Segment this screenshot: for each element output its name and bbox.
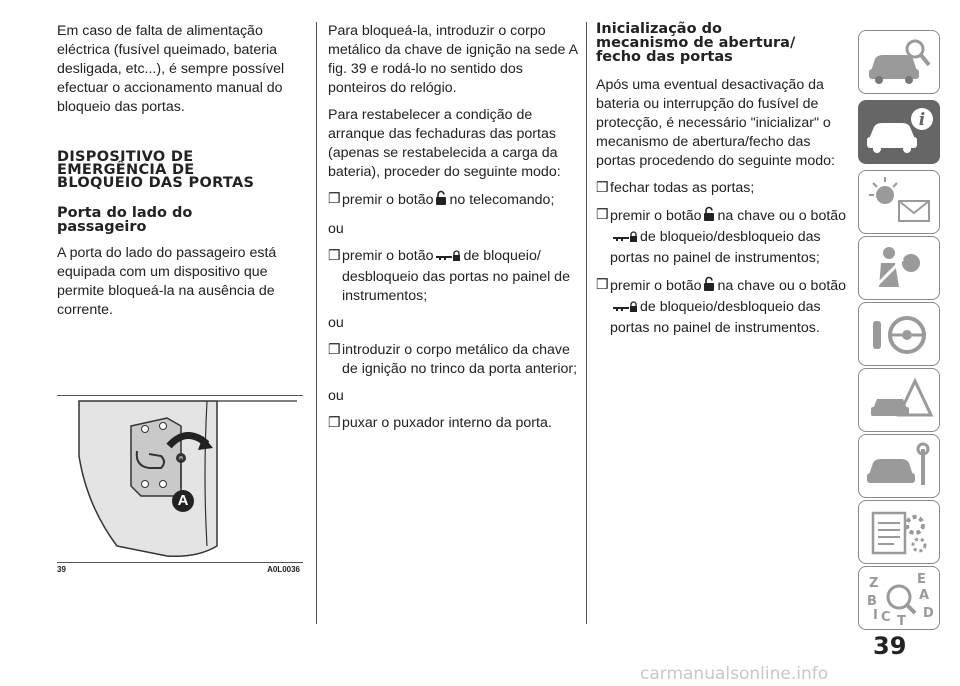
figure-caption xyxy=(57,562,303,574)
restore-paragraph: Para restabelecer a condição de arranque das fechaduras das portas (apenas se restabelecida a carga da bateria), proceder do seguinte modo: xyxy=(328,107,561,180)
list-item xyxy=(596,206,848,268)
section-heading-line: DISPOSITIVO DE xyxy=(57,149,194,165)
list-item-text: no telecomando; xyxy=(449,192,555,208)
column-middle xyxy=(328,22,578,441)
list-item-text: de bloqueio/ desbloqueio das portas no painel de instrumentos; xyxy=(342,248,570,304)
tab-index[interactable] xyxy=(858,566,940,630)
section-heading-line: BLOQUEIO DAS PORTAS xyxy=(57,175,255,191)
steering-wheel-icon xyxy=(859,303,939,365)
page-number: 39 xyxy=(873,632,907,660)
tab-car-diagnostics[interactable] xyxy=(858,30,940,94)
section-heading xyxy=(57,151,302,190)
initialization-heading xyxy=(596,22,848,64)
bullet-mark: ❒ xyxy=(596,180,609,196)
intro-paragraph: Em caso de falta de alimentação eléctrica (fusível queimado, bateria desligada, etc...), é sempre possível efectuar o accionamento manual do bloqueio das portas. xyxy=(57,23,285,115)
door-lock-figure xyxy=(57,395,303,566)
car-search-icon xyxy=(859,31,939,93)
car-info-icon xyxy=(859,101,939,163)
index-letter: D xyxy=(923,606,934,621)
index-letter: E xyxy=(917,572,926,587)
list-item-text: puxar o puxador interno da porta. xyxy=(342,415,552,431)
list-item-text: de bloqueio/desbloqueio das portas no painel de instrumentos; xyxy=(610,229,821,266)
or-text: ou xyxy=(328,315,344,331)
or-text: ou xyxy=(328,221,344,237)
key-lock-icon xyxy=(612,230,638,249)
lock-procedure-paragraph: Para bloqueá-la, introduzir o corpo metálico da chave de ignição na sede A fig. 39 e rodá-lo no sentido dos ponteiros do relógio. xyxy=(328,23,578,96)
passenger-door-paragraph: A porta do lado do passageiro está equipada com um dispositivo que permite bloqueá-la na ausência de corrente. xyxy=(57,245,277,318)
warning-triangle-car-icon xyxy=(859,369,939,431)
column-left xyxy=(57,22,302,328)
tab-car-info[interactable] xyxy=(858,100,940,164)
watermark: carmanualsonline.info xyxy=(640,664,829,684)
heading-line: mecanismo de abertura/ xyxy=(596,35,796,51)
index-letter: I xyxy=(873,608,878,623)
list-item-text: premir o botão xyxy=(342,192,434,208)
column-divider xyxy=(316,22,317,624)
bullet-mark: ❒ xyxy=(596,207,609,223)
bullet-mark: ❒ xyxy=(596,277,609,293)
list-item xyxy=(328,247,578,306)
list-item-text: na chave ou o botão xyxy=(717,278,847,294)
heading-line: Inicialização do xyxy=(596,21,722,37)
airbag-passenger-icon xyxy=(859,237,939,299)
padlock-icon xyxy=(703,276,715,298)
padlock-icon xyxy=(435,190,447,212)
figure-number: 39 xyxy=(57,565,66,574)
list-item-text: introduzir o corpo metálico da chave de ignição no trinco da porta anterior; xyxy=(342,342,578,377)
index-letter: Z xyxy=(869,576,879,591)
list-item-text: de bloqueio/desbloqueio das portas no painel de instrumentos. xyxy=(610,299,821,336)
tab-emergency[interactable] xyxy=(858,368,940,432)
list-item-text: na chave ou o botão xyxy=(717,208,847,224)
index-letter: C xyxy=(881,610,891,625)
list-item xyxy=(328,341,578,379)
document-gear-icon xyxy=(859,501,939,563)
figure-code: A0L0036 xyxy=(267,565,300,574)
column-right xyxy=(596,22,848,346)
list-item-text: premir o botão xyxy=(610,208,702,224)
padlock-icon xyxy=(703,206,715,228)
bullet-mark: ❒ xyxy=(328,415,341,431)
tab-starting-driving[interactable] xyxy=(858,302,940,366)
list-item xyxy=(596,179,848,198)
alphabetical-index-icon xyxy=(859,567,939,629)
tab-safety[interactable] xyxy=(858,236,940,300)
bullet-mark: ❒ xyxy=(328,191,341,207)
list-item-text: fechar todas as portas; xyxy=(610,180,755,196)
list-item-text: premir o botão xyxy=(610,278,702,294)
section-heading-line: EMERGÊNCIA DE xyxy=(57,162,195,178)
warning-light-message-icon xyxy=(859,171,939,233)
callout-a-badge xyxy=(172,490,194,512)
bullet-mark: ❒ xyxy=(328,248,341,264)
tab-warning-lights[interactable] xyxy=(858,170,940,234)
list-item xyxy=(596,276,848,338)
column-divider xyxy=(586,22,587,624)
index-letter: A xyxy=(919,588,930,603)
key-lock-icon xyxy=(612,300,638,319)
heading-line: fecho das portas xyxy=(596,49,733,65)
info-glyph: i xyxy=(918,110,926,130)
subsection-heading-line: passageiro xyxy=(57,219,147,235)
or-text: ou xyxy=(328,388,344,404)
list-item-text: premir o botão xyxy=(342,248,434,264)
subsection-heading-line: Porta do lado do xyxy=(57,205,193,221)
subsection-heading xyxy=(57,206,302,234)
initialization-paragraph: Após uma eventual desactivação da bateria ou interrupção do fusível de protecção, é necessário "inicializar" o mecanismo de abertura/fecho das portas procedendo do seguinte modo: xyxy=(596,77,835,169)
list-item xyxy=(328,414,578,433)
door-lock-illustration xyxy=(57,396,303,566)
callout-a-label: A xyxy=(177,492,189,509)
index-letter: T xyxy=(897,614,906,629)
bullet-mark: ❒ xyxy=(328,342,341,358)
list-item xyxy=(328,190,578,212)
tab-maintenance[interactable] xyxy=(858,434,940,498)
key-lock-icon xyxy=(435,249,461,268)
tab-technical-data[interactable] xyxy=(858,500,940,564)
index-letter: B xyxy=(867,594,877,609)
car-wrench-icon xyxy=(859,435,939,497)
